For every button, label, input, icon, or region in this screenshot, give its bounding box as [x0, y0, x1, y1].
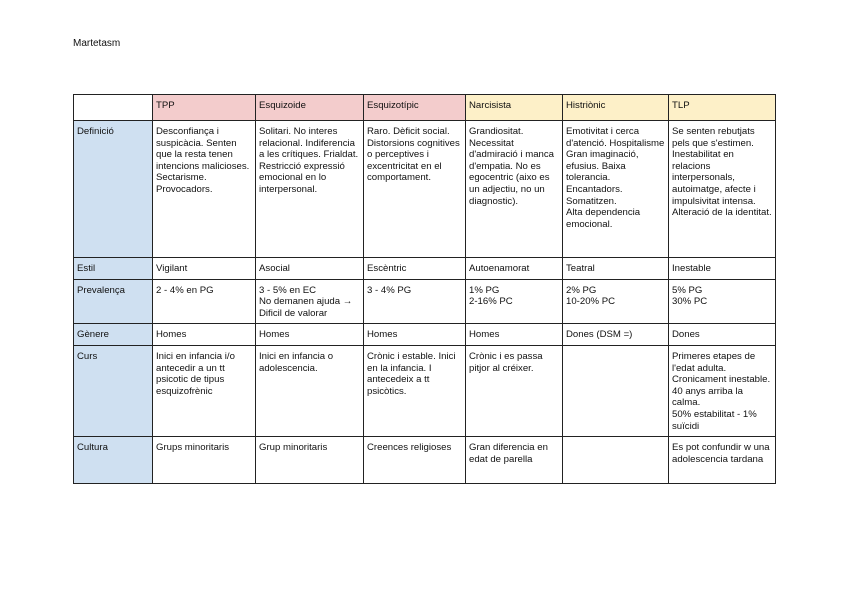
- corner-cell: [74, 95, 153, 121]
- table-row-prevalenca: [74, 279, 776, 324]
- table-cell: Homes: [153, 324, 256, 346]
- column-header-esquizoide: Esquizoide: [256, 95, 364, 121]
- table-row-curs: [74, 345, 776, 436]
- column-header-tpp: TPP: [153, 95, 256, 121]
- table-cell: Inici en infancia o adolescencia.: [256, 345, 364, 436]
- table-cell: Creences religioses: [364, 437, 466, 484]
- table-cell: [563, 437, 669, 484]
- header-row: [74, 95, 776, 121]
- row-header-estil: Estil: [74, 258, 153, 280]
- table-cell: Grup minoritaris: [256, 437, 364, 484]
- table-cell: 3 - 4% PG: [364, 279, 466, 324]
- table-cell: Desconfiança i suspicàcia. Senten que la resta tenen intencions malicioses. Sectarisme. Provocadors.: [153, 121, 256, 258]
- table-row-definicio: [74, 121, 776, 258]
- table-cell: Teatral: [563, 258, 669, 280]
- table-cell: Asocial: [256, 258, 364, 280]
- column-header-narcisista: Narcisista: [466, 95, 563, 121]
- row-header-curs: Curs: [74, 345, 153, 436]
- table-cell: Dones: [669, 324, 776, 346]
- table-cell: Gran diferencia en edat de parella: [466, 437, 563, 484]
- comparison-table: [73, 94, 776, 484]
- table-cell: 5% PG 30% PC: [669, 279, 776, 324]
- table-cell: Homes: [466, 324, 563, 346]
- row-header-definicio: Definició: [74, 121, 153, 258]
- table-row-estil: [74, 258, 776, 280]
- table-cell: Grandiositat. Necessitat d'admiració i manca d'empatia. No es egocentric (aixo es un adjectiu, no un diagnostic).: [466, 121, 563, 258]
- table-cell: Inestable: [669, 258, 776, 280]
- row-header-cultura: Cultura: [74, 437, 153, 484]
- column-header-histrionic: Histriònic: [563, 95, 669, 121]
- table-cell: Se senten rebutjats pels que s'estimen. Inestabilitat en relacions interpersonals, autoimatge, afecte i impulsivitat intensa. Alteració de la identitat.: [669, 121, 776, 258]
- document-title: Martetasm: [73, 38, 121, 49]
- table-cell: Grups minoritaris: [153, 437, 256, 484]
- table-cell: 2 - 4% en PG: [153, 279, 256, 324]
- table-cell: Crònic i es passa pitjor al créixer.: [466, 345, 563, 436]
- table-cell: Autoenamorat: [466, 258, 563, 280]
- table-cell: Dones (DSM =): [563, 324, 669, 346]
- table-cell: Crònic i estable. Inici en la infancia. I antecedeix a tt psicòtics.: [364, 345, 466, 436]
- table-cell: [563, 345, 669, 436]
- table-cell: Inici en infancia i/o antecedir a un tt psicotic de tipus esquizofrènic: [153, 345, 256, 436]
- row-header-genere: Gènere: [74, 324, 153, 346]
- row-header-prevalenca: Prevalença: [74, 279, 153, 324]
- table-cell: Homes: [256, 324, 364, 346]
- table-cell: 3 - 5% en EC No demanen ajuda → Dificil de valorar: [256, 279, 364, 324]
- table-cell: Homes: [364, 324, 466, 346]
- column-header-tlp: TLP: [669, 95, 776, 121]
- table-cell: Vigilant: [153, 258, 256, 280]
- table-cell: Raro. Dèficit social. Distorsions cognitives o perceptives i excentricitat en el comportament.: [364, 121, 466, 258]
- table-row-genere: [74, 324, 776, 346]
- column-header-esquizotipic: Esquizotípic: [364, 95, 466, 121]
- table-cell: Escèntric: [364, 258, 466, 280]
- table-cell: 1% PG 2-16% PC: [466, 279, 563, 324]
- table-row-cultura: [74, 437, 776, 484]
- table-cell: Solitari. No interes relacional. Indiferencia a les crítiques. Frialdat. Restricció expressió emocional en lo interpersonal.: [256, 121, 364, 258]
- table-cell: Es pot confundir w una adolescencia tardana: [669, 437, 776, 484]
- table-cell: Emotivitat i cerca d'atenció. Hospitalisme Gran imaginació, efusius. Baixa tolerancia. Encantadors. Somatitzen. Alta dependencia emocional.: [563, 121, 669, 258]
- table-cell: 2% PG 10-20% PC: [563, 279, 669, 324]
- table-cell: Primeres etapes de l'edat adulta. Cronicament inestable. 40 anys arriba la calma. 50% estabilitat - 1% suïcidi: [669, 345, 776, 436]
